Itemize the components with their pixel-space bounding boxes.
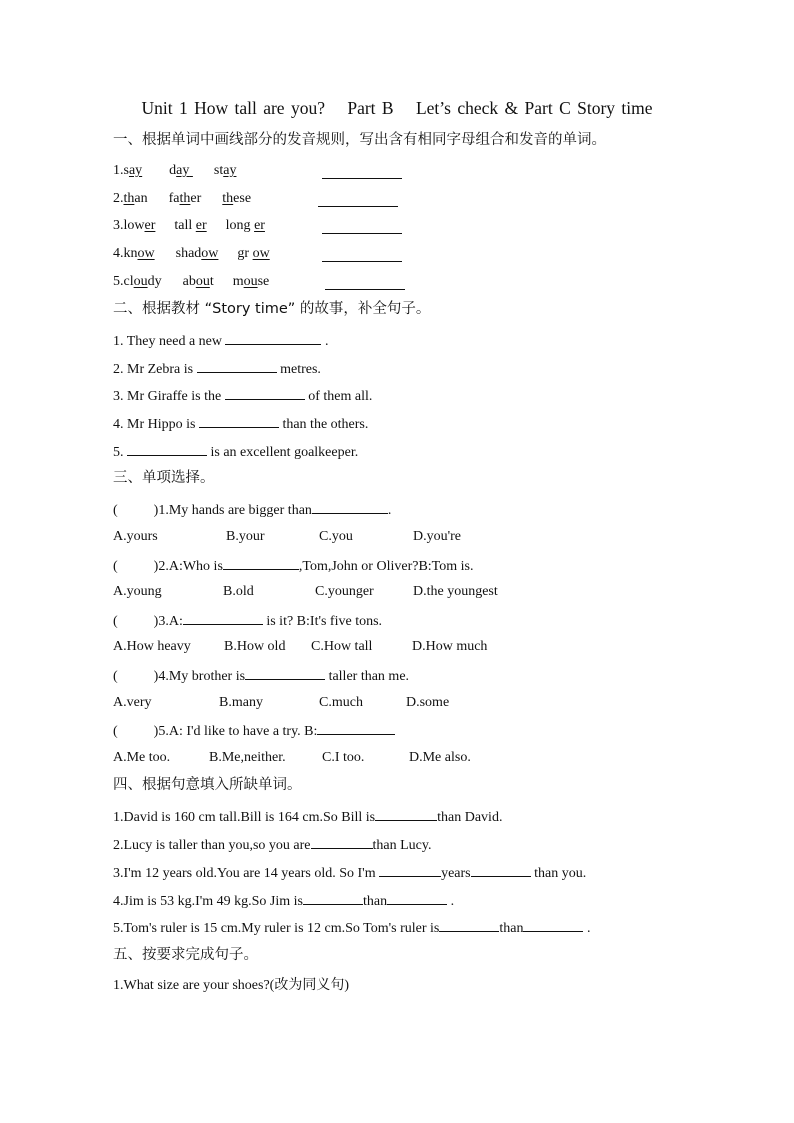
fill-sentence: 2.Lucy is taller than you,so you are than Lucy. [113,834,431,856]
answer-blank[interactable] [375,806,437,821]
answer-blank[interactable] [317,720,395,735]
option[interactable]: A.Me too. [113,750,171,765]
section5-heading: 五、按要求完成句子。 [113,947,258,963]
fill-sentence: 1.David is 160 cm tall.Bill is 164 cm.So Bill is than David. [113,806,502,828]
answer-blank[interactable] [523,917,583,932]
answer-blank[interactable] [225,385,305,400]
option[interactable]: D.you're [413,529,462,544]
title-rest: Let’s check & Part C Story time [415,98,653,118]
story-sentence: 5. is an excellent goalkeeper. [113,441,358,463]
option[interactable]: C.much [319,695,363,710]
question-stem: ( )1.My hands are bigger than . [113,499,391,521]
option[interactable]: D.the youngest [413,584,498,599]
option[interactable]: B.Me,neither. [209,750,286,765]
answer-blank[interactable] [325,275,405,290]
option[interactable]: C.I too. [322,750,365,765]
section3-heading: 三、单项选择。 [113,470,215,486]
rewrite-item: 1.What size are your shoes?(改为同义句) [113,978,349,993]
answer-blank[interactable] [322,164,402,179]
answer-blank[interactable] [379,862,441,877]
option[interactable]: A.How heavy [113,639,191,654]
option[interactable]: C.younger [315,584,374,599]
answer-blank[interactable] [303,890,363,905]
phonics-row: 5.cloudy about mouse [113,272,269,292]
answer-blank[interactable] [312,499,388,514]
option[interactable]: D.Me also. [409,750,471,765]
phonics-row: 1.say day stay [113,161,236,181]
question-stem: ( )3.A: is it? B:It's five tons. [113,610,382,632]
story-sentence: 1. They need a new . [113,330,328,352]
page-title [0,98,794,119]
answer-blank[interactable] [225,330,321,345]
title-unit: Unit 1 How tall are you? [141,98,325,118]
answer-blank[interactable] [183,610,263,625]
option[interactable]: C.How tall [311,639,373,654]
answer-blank[interactable] [199,413,279,428]
option[interactable]: A.yours [113,529,158,544]
answer-blank[interactable] [471,862,531,877]
section1-heading: 一、根据单词中画线部分的发音规则，写出含有相同字母组合和发音的单词。 [113,132,606,148]
answer-blank[interactable] [223,555,299,570]
fill-sentence: 3.I'm 12 years old.You are 14 years old. So I'm years than you. [113,862,586,884]
option[interactable]: C.you [319,529,353,544]
story-sentence: 4. Mr Hippo is than the others. [113,413,368,435]
option[interactable]: B.your [226,529,265,544]
answer-blank[interactable] [311,834,373,849]
question-stem: ( )5.A: I'd like to have a try. B: [113,720,395,742]
option[interactable]: B.old [223,584,254,599]
phonics-row: 2.than father these [113,189,251,209]
option[interactable]: B.How old [224,639,286,654]
story-sentence: 3. Mr Giraffe is the of them all. [113,385,372,407]
option[interactable]: D.some [406,695,450,710]
phonics-row: 4.know shadow gr ow [113,244,270,264]
option[interactable]: B.many [219,695,263,710]
option[interactable]: A.very [113,695,152,710]
answer-blank[interactable] [127,441,207,456]
answer-blank[interactable] [197,358,277,373]
section2-heading: 二、根据教材 “Story time” 的故事，补全句子。 [113,301,431,317]
section4-heading: 四、根据句意填入所缺单词。 [113,777,302,793]
answer-blank[interactable] [318,192,398,207]
answer-blank[interactable] [245,665,325,680]
fill-sentence: 4.Jim is 53 kg.I'm 49 kg.So Jim is than . [113,890,454,912]
answer-blank[interactable] [322,219,402,234]
option[interactable]: D.How much [412,639,488,654]
answer-blank[interactable] [387,890,447,905]
option[interactable]: A.young [113,584,162,599]
fill-sentence: 5.Tom's ruler is 15 cm.My ruler is 12 cm.So Tom's ruler is than . [113,917,590,939]
phonics-row: 3.lower tall er long er [113,216,265,236]
question-stem: ( )2.A:Who is ,Tom,John or Oliver?B:Tom is. [113,555,473,577]
title-part-b: Part B [347,98,394,118]
question-stem: ( )4.My brother is taller than me. [113,665,409,687]
answer-blank[interactable] [439,917,499,932]
story-sentence: 2. Mr Zebra is metres. [113,358,321,380]
answer-blank[interactable] [322,247,402,262]
